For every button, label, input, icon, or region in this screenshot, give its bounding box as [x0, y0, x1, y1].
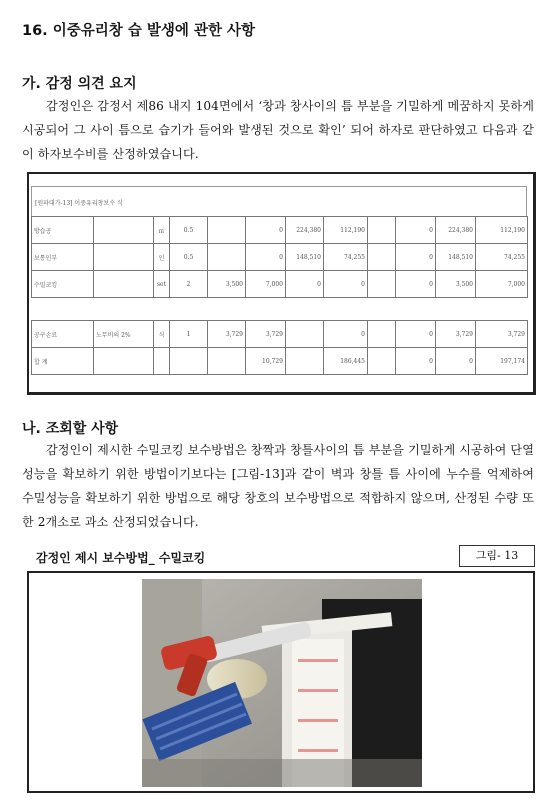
cost-table-cell — [368, 348, 396, 375]
section-a-paragraph — [22, 94, 534, 166]
cost-table-cell — [368, 321, 396, 348]
cost-table-cell: 0 — [246, 217, 286, 244]
cost-table-row — [32, 244, 528, 271]
cost-table-scan — [27, 172, 536, 395]
cost-table-cell: 0 — [396, 271, 436, 298]
cost-table-cell: 224,380 — [436, 217, 476, 244]
cost-table-bottom — [31, 320, 528, 375]
cost-table-cell: 7,000 — [476, 271, 528, 298]
cost-table-cell: 1 — [170, 321, 208, 348]
section-a-title: 가. 감정 의견 요지 — [22, 76, 137, 92]
cost-table-cell: 197,174 — [476, 348, 528, 375]
cost-table-cell: 2 — [170, 271, 208, 298]
cost-table-cell — [154, 348, 170, 375]
cost-table-cell: 3,729 — [436, 321, 476, 348]
cost-table-row — [32, 348, 528, 375]
section-b-title: 나. 조회할 사항 — [22, 421, 119, 437]
cost-table-cell: 노무비의 2% — [94, 321, 154, 348]
cost-table-cell: 0.5 — [170, 217, 208, 244]
cost-table-cell — [94, 348, 154, 375]
cost-table-cell: 0 — [396, 217, 436, 244]
cost-table-cell — [368, 217, 396, 244]
cost-table-cell: 74,255 — [324, 244, 368, 271]
cost-table-cell: 0 — [324, 321, 368, 348]
cost-table-cell: 3,729 — [476, 321, 528, 348]
cost-table-cell: 0 — [324, 271, 368, 298]
cost-table-header: [원파대가-13] 이중유리창보수 식 — [35, 200, 123, 207]
cost-table-top — [31, 216, 528, 298]
cost-table-cell: 3,729 — [246, 321, 286, 348]
section-a-text: 감정인은 감정서 제86 내지 104면에서 ‘창과 창사이의 틈 부분을 기밀하게 메꿈하지 못하게 시공되어 그 사이 틈으로 습기가 들어와 발생된 것으로 확인’ 되어 하자로 판단하였고 다음과 같이 하자보수비를 산정하였습니다. — [22, 99, 534, 161]
cost-table-cell — [208, 217, 246, 244]
cost-table-row — [32, 321, 528, 348]
cost-table-cell — [94, 271, 154, 298]
cost-table-cell: 7,000 — [246, 271, 286, 298]
cost-table-cell: 10,729 — [246, 348, 286, 375]
caulking-photo-illustration — [142, 579, 422, 787]
figure-caption: 감정인 제시 보수방법_ 수밀코킹 — [36, 551, 206, 565]
cost-table-cell: 74,255 — [476, 244, 528, 271]
cost-table-cell: 3,500 — [436, 271, 476, 298]
cost-table-cell — [208, 348, 246, 375]
cost-table-cell: 인 — [154, 244, 170, 271]
cost-table-cell: 0 — [436, 348, 476, 375]
cost-table-cell: 방습공 — [32, 217, 94, 244]
cost-table-cell: 0 — [286, 271, 324, 298]
cost-table-cell: 0.5 — [170, 244, 208, 271]
page-heading: 16. 이중유리창 습 발생에 관한 사항 — [22, 23, 256, 39]
cost-table-cell: 식 — [154, 321, 170, 348]
cost-table-cell: 3,729 — [208, 321, 246, 348]
cost-table-cell — [94, 244, 154, 271]
figure-frame — [27, 571, 535, 793]
cost-table-cell: 0 — [396, 321, 436, 348]
cost-table-cell — [208, 244, 246, 271]
cost-table-cell — [94, 217, 154, 244]
cost-table-cell: 합 계 — [32, 348, 94, 375]
cost-table-cell — [368, 244, 396, 271]
cost-table-cell: 0 — [396, 348, 436, 375]
cost-table-cell: 수밀코킹 — [32, 271, 94, 298]
cost-table-cell: 3,500 — [208, 271, 246, 298]
section-b-paragraph — [22, 438, 534, 534]
cost-table-row — [32, 217, 528, 244]
cost-table-cell: 148,510 — [286, 244, 324, 271]
cost-table-row — [32, 271, 528, 298]
cost-table-cell: 148,510 — [436, 244, 476, 271]
figure-label: 그림- 13 — [459, 545, 535, 567]
cost-table-cell: ㎡ — [154, 217, 170, 244]
cost-table-cell: 112,190 — [476, 217, 528, 244]
cost-table-cell: 공구손료 — [32, 321, 94, 348]
cost-table-cell: set — [154, 271, 170, 298]
cost-table-cell — [170, 348, 208, 375]
cost-table-cell — [286, 321, 324, 348]
cost-table-cell — [368, 271, 396, 298]
cost-table-cell: 보통인부 — [32, 244, 94, 271]
cost-table-cell: 224,380 — [286, 217, 324, 244]
caulking-photo — [142, 579, 422, 787]
cost-table-cell: 186,445 — [324, 348, 368, 375]
cost-table-cell — [286, 348, 324, 375]
cost-table-cell: 0 — [396, 244, 436, 271]
section-b-text: 감정인이 제시한 수밀코킹 보수방법은 창짝과 창틀사이의 틈 부분을 기밀하게 시공하여 단열성능을 확보하기 위한 방법이기보다는 [그림-13]과 같이 벽과 창틀 틈 사이에 누수를 억제하여 수밀성능을 확보하기 위한 방법으로 해당 창호의 보수방법으로 적합하지 않으며, 산정된 수량 또한 2개소로 과소 산정되었습니다. — [22, 443, 534, 529]
cost-table-cell: 0 — [246, 244, 286, 271]
cost-table-cell: 112,190 — [324, 217, 368, 244]
